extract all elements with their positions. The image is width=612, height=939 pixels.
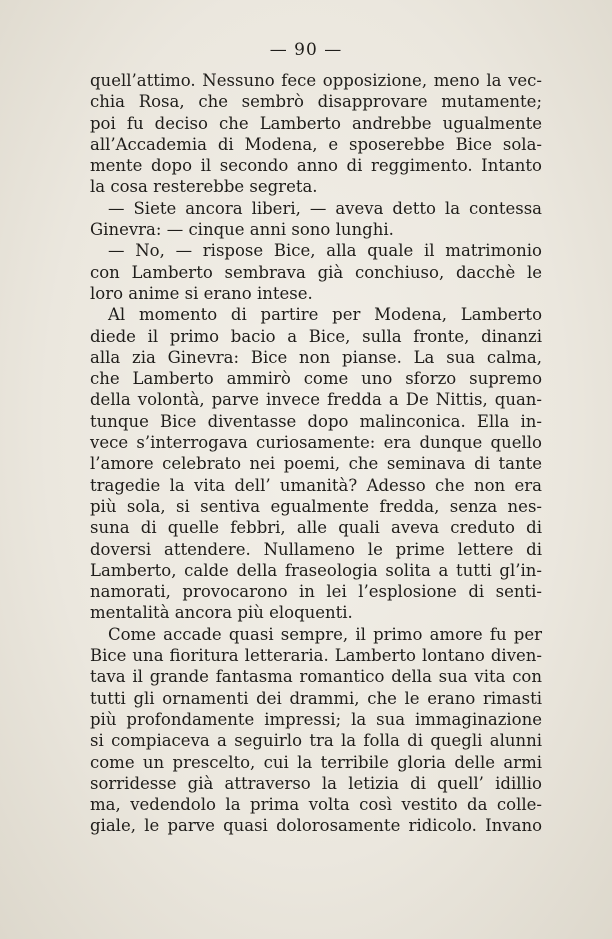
text-line: l’amore celebrato nei poemi, che seminava di tante [90,454,542,474]
text-line: alla zia Ginevra: Bice non pianse. La sua calma, [90,347,542,367]
text-line: si compiaceva a seguirlo tra la folla di quegli alunni [90,731,542,751]
text-line: ma, vedendolo la prima volta così vestito da colle- [90,795,542,815]
text-line: — Siete ancora liberi, — aveva detto la contessa [108,198,542,218]
text-line: tava il grande fantasma romantico della sua vita con [90,667,542,687]
text-line: tragedie la vita dell’ umanità? Adesso che non era [90,475,542,495]
text-line: — No, — rispose Bice, alla quale il matrimonio [108,241,542,261]
text-line: all’Accademia di Modena, e sposerebbe Bice sola- [90,134,542,154]
text-line: della volontà, parve invece fredda a De Nittis, quan- [90,390,542,410]
text-line: tunque Bice diventasse dopo malinconica. Ella in- [90,411,542,431]
text-line: Al momento di partire per Modena, Lamberto [108,305,542,325]
text-line: mente dopo il secondo anno di reggimento. Intanto [90,156,542,176]
text-line: tutti gli ornamenti dei drammi, che le erano rimasti [90,688,542,708]
text-line: con Lamberto sembrava già conchiuso, dacchè le [90,262,542,282]
text-line: sorridesse già attraverso la letizia di quell’ idillio [90,773,542,793]
text-line: Bice una fioritura letteraria. Lamberto lontano diven- [90,646,542,666]
text-line: poi fu deciso che Lamberto andrebbe ugualmente [90,113,542,133]
text-line: loro anime si erano intese. [90,283,313,303]
text-line: mentalità ancora più eloquenti. [90,603,353,623]
text-line: che Lamberto ammirò come uno sforzo supremo [90,369,542,389]
text-line: quell’attimo. Nessuno fece opposizione, meno la vec- [90,71,542,90]
page-number: — 90 — [269,40,343,60]
text-line: più sola, si sentiva egualmente fredda, senza nes- [90,496,542,516]
text-line: chia Rosa, che sembrò disapprovare mutamente; [90,92,542,112]
text-line: namorati, provocarono in lei l’esplosione di senti- [90,582,542,602]
text-line: diede il primo bacio a Bice, sulla fronte, dinanzi [90,326,542,346]
body-text [90,70,542,837]
text-line: più profondamente impressi; la sua immaginazione [90,709,542,729]
text-line: vece s’interrogava curiosamente: era dunque quello [90,433,542,453]
text-line: Lamberto, calde della fraseologia solita a tutti gl’in- [90,560,542,580]
text-line: Come accade quasi sempre, il primo amore fu per [108,624,542,644]
text-line: Ginevra: — cinque anni sono lunghi. [90,220,394,240]
text-line: doversi attendere. Nullameno le prime lettere di [90,539,542,559]
text-line: suna di quelle febbri, alle quali aveva creduto di [90,518,542,538]
text-line: come un prescelto, cui la terribile gloria delle armi [90,752,542,772]
text-line: giale, le parve quasi dolorosamente ridicolo. Invano [90,816,542,836]
text-line: la cosa resterebbe segreta. [90,177,318,197]
